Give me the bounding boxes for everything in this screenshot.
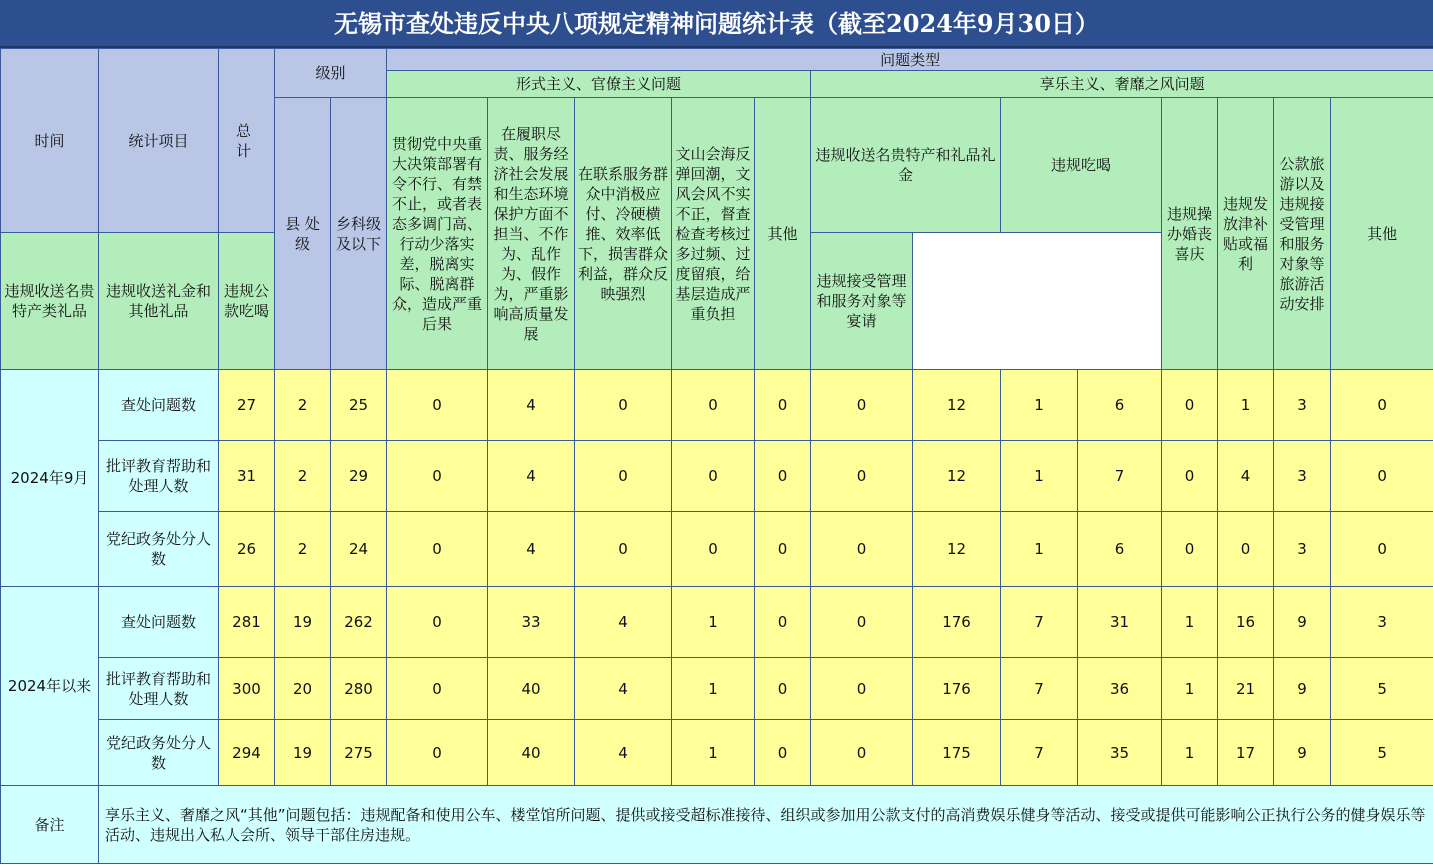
value-cell: 1 [672,587,755,658]
value-cell: 176 [913,587,1001,658]
value-cell: 0 [575,441,672,512]
value-cell: 5 [1331,658,1433,720]
table-row [1,658,1433,720]
value-cell: 24 [331,512,387,587]
value-cell: 4 [488,370,575,441]
value-cell: 0 [1331,512,1433,587]
value-cell: 175 [913,720,1001,786]
header-problem-type: 问题类型 [387,49,1433,71]
value-cell: 4 [575,658,672,720]
note-label: 备注 [1,786,99,864]
header-formalism: 形式主义、官僚主义问题 [387,71,811,98]
header-total-text: 总 计 [235,121,257,160]
value-cell: 3 [1274,512,1331,587]
header-total [219,49,275,233]
value-cell: 1 [672,720,755,786]
value-cell: 0 [387,720,488,786]
value-cell: 0 [1162,441,1218,512]
header-township-level: 乡科级及以下 [331,98,387,370]
value-cell: 1 [1162,658,1218,720]
item-cell: 批评教育帮助和处理人数 [99,658,219,720]
statistics-table [0,48,1433,864]
table-row [1,512,1433,587]
value-cell: 12 [913,441,1001,512]
value-cell: 1 [1001,512,1078,587]
header-formalism-1: 贯彻党中央重大决策部署有令不行、有禁不止，或者表态多调门高、行动少落实差，脱离实际、脱离群众，造成严重后果 [387,98,488,370]
value-cell: 0 [1162,370,1218,441]
header-hedonism: 享乐主义、奢靡之风问题 [811,71,1433,98]
value-cell: 0 [575,512,672,587]
table-row [1,587,1433,658]
value-cell: 12 [913,512,1001,587]
value-cell: 16 [1218,587,1274,658]
value-cell: 0 [387,587,488,658]
value-cell: 0 [811,441,913,512]
table-row [1,441,1433,512]
value-cell: 2 [275,441,331,512]
value-cell: 4 [575,720,672,786]
value-cell: 0 [811,720,913,786]
item-cell: 查处问题数 [99,370,219,441]
value-cell: 19 [275,587,331,658]
value-cell: 21 [1218,658,1274,720]
value-cell: 1 [1162,720,1218,786]
period-cell: 2024年9月 [1,370,99,587]
value-cell: 281 [219,587,275,658]
value-cell: 7 [1001,658,1078,720]
header-subsidy: 违规发放津补贴或福利 [1218,98,1274,370]
item-cell: 批评教育帮助和处理人数 [99,441,219,512]
value-cell: 3 [1274,370,1331,441]
header-formalism-3: 在联系服务群众中消极应付、冷硬横推、效率低下，损害群众利益，群众反映强烈 [575,98,672,370]
value-cell: 4 [488,441,575,512]
value-cell: 0 [672,512,755,587]
value-cell: 280 [331,658,387,720]
header-gift-cash: 违规收送礼金和其他礼品 [99,233,219,370]
header-county-level: 县 处 级 [275,98,331,370]
value-cell: 7 [1001,587,1078,658]
value-cell: 262 [331,587,387,658]
value-cell: 0 [755,587,811,658]
value-cell: 0 [755,512,811,587]
value-cell: 0 [1218,512,1274,587]
header-travel: 公款旅游以及违规接受管理和服务对象等旅游活动安排 [1274,98,1331,370]
value-cell: 0 [672,441,755,512]
value-cell: 31 [219,441,275,512]
value-cell: 5 [1331,720,1433,786]
value-cell: 0 [1331,370,1433,441]
value-cell: 20 [275,658,331,720]
value-cell: 4 [1218,441,1274,512]
period-cell: 2024年以来 [1,587,99,786]
header-time: 时间 [1,49,99,233]
header-gift: 违规收送名贵特产和礼品礼金 [811,98,1001,233]
table-row [1,720,1433,786]
value-cell: 31 [1078,587,1162,658]
header-eating-public: 违规公款吃喝 [219,233,275,370]
value-cell: 0 [575,370,672,441]
table-row [1,370,1433,441]
value-cell: 0 [755,658,811,720]
value-cell: 2 [275,512,331,587]
header-eating: 违规吃喝 [1001,98,1162,233]
value-cell: 4 [488,512,575,587]
header-eating-banquet: 违规接受管理和服务对象等宴请 [811,233,913,370]
value-cell: 0 [811,512,913,587]
header-wedding-funeral: 违规操办婚丧喜庆 [1162,98,1218,370]
item-cell: 查处问题数 [99,587,219,658]
value-cell: 9 [1274,587,1331,658]
value-cell: 0 [755,441,811,512]
value-cell: 0 [387,512,488,587]
value-cell: 40 [488,720,575,786]
note-row [1,786,1433,864]
value-cell: 2 [275,370,331,441]
value-cell: 1 [1162,587,1218,658]
item-cell: 党纪政务处分人数 [99,720,219,786]
item-cell: 党纪政务处分人数 [99,512,219,587]
value-cell: 0 [672,370,755,441]
value-cell: 26 [219,512,275,587]
value-cell: 7 [1078,441,1162,512]
value-cell: 3 [1274,441,1331,512]
note-text: 享乐主义、奢靡之风“其他”问题包括：违规配备和使用公车、楼堂馆所问题、提供或接受超标准接待、组织或参加用公款支付的高消费娱乐健身等活动、接受或提供可能影响公正执行公务的健身娱乐等活动、违规出入私人会所、领导干部住房违规。 [99,786,1433,864]
header-gift-specialty: 违规收送名贵特产类礼品 [1,233,99,370]
value-cell: 0 [387,370,488,441]
value-cell: 1 [672,658,755,720]
value-cell: 40 [488,658,575,720]
value-cell: 176 [913,658,1001,720]
value-cell: 19 [275,720,331,786]
value-cell: 29 [331,441,387,512]
value-cell: 0 [1162,512,1218,587]
value-cell: 0 [755,720,811,786]
header-formalism-4: 文山会海反弹回潮，文风会风不实不正，督查检查考核过多过频、过度留痕，给基层造成严重负担 [672,98,755,370]
header-formalism-other: 其他 [755,98,811,370]
value-cell: 9 [1274,720,1331,786]
value-cell: 3 [1331,587,1433,658]
value-cell: 0 [811,587,913,658]
value-cell: 294 [219,720,275,786]
value-cell: 6 [1078,370,1162,441]
value-cell: 1 [1218,370,1274,441]
value-cell: 12 [913,370,1001,441]
value-cell: 0 [1331,441,1433,512]
header-hedonism-other: 其他 [1331,98,1433,370]
header-formalism-2: 在履职尽责、服务经济社会发展和生态环境保护方面不担当、不作为、乱作为、假作为，严重影响高质量发展 [488,98,575,370]
value-cell: 0 [811,658,913,720]
value-cell: 33 [488,587,575,658]
header-item: 统计项目 [99,49,219,233]
value-cell: 27 [219,370,275,441]
value-cell: 275 [331,720,387,786]
table-title: 无锡市查处违反中央八项规定精神问题统计表（截至2024年9月30日） [0,0,1433,48]
value-cell: 0 [811,370,913,441]
value-cell: 300 [219,658,275,720]
value-cell: 1 [1001,370,1078,441]
value-cell: 9 [1274,658,1331,720]
value-cell: 25 [331,370,387,441]
value-cell: 1 [1001,441,1078,512]
value-cell: 7 [1001,720,1078,786]
value-cell: 35 [1078,720,1162,786]
value-cell: 0 [387,658,488,720]
value-cell: 17 [1218,720,1274,786]
value-cell: 0 [755,370,811,441]
value-cell: 36 [1078,658,1162,720]
value-cell: 6 [1078,512,1162,587]
value-cell: 4 [575,587,672,658]
value-cell: 0 [387,441,488,512]
header-level: 级别 [275,49,387,98]
